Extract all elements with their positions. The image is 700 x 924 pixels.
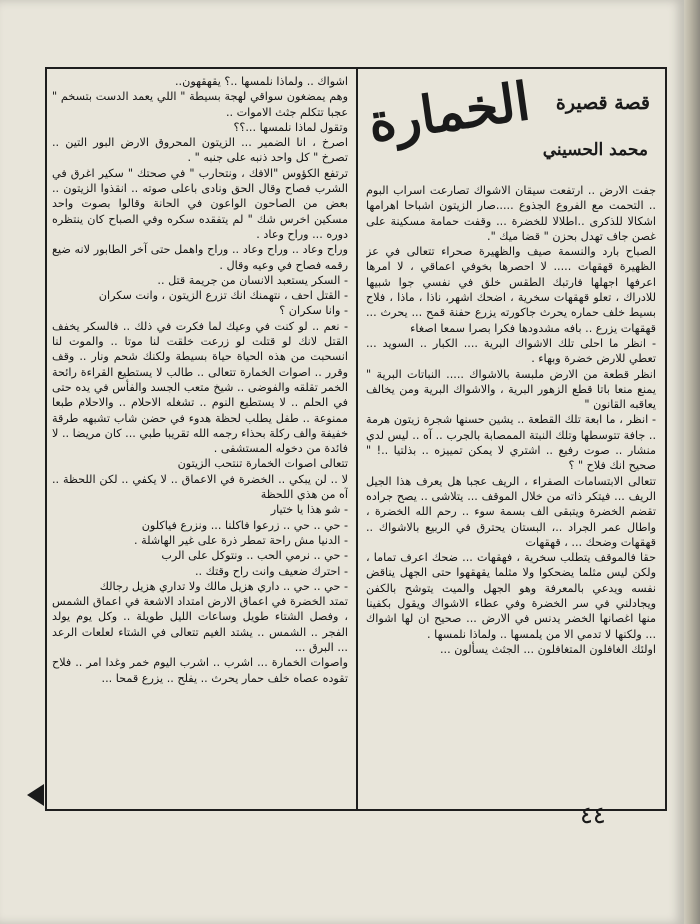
continue-arrow-icon bbox=[27, 784, 44, 806]
left-paragraph: اصرخ ، انا الضمير ... الزيتون المحروق الارض البور التين .. تصرخ " كل واحد ذنبه على جنبه " . bbox=[52, 136, 348, 165]
left-paragraph: - السكر يستعبد الانسان من جريمة قتل .. bbox=[157, 273, 348, 287]
story-type-label: قصة قصيرة bbox=[555, 92, 650, 114]
column-divider bbox=[356, 67, 358, 809]
right-paragraph: الصباح بارد والنسمة صيف والظهيرة صحراء تتعالى في عز الظهيرة قهقهات ..... لا احصرها بخوفي اعماقي ، لا امرها اعرفها اجهلها فارتبك الطقس خلق في نفسي جوا شبيها للادراك ، تعلو قهقهات سخرية ، اضحك اشهر، ناذا ، ماذا ، فلاح بسيط خلف حماره يحرث جاكورته يزرع حفنة قمح ... يحرث ... قهقهات يزرع .. بافه مشدودها فكرا بصرا سمعا اصغاء bbox=[366, 245, 656, 335]
left-paragraph: ترتفع الكؤوس "الافك ، ونتحارب " في صحتك " سكير اغرق في الشرب فصاح وقال الحق ونادى باعلى صوته .. انقذوا الزيتون .. بعض من الصاحون الواعون في الحانة وقالوا بصوت واحد مسكين اخرس شك " لم يتفقده سكره وفي الصباح كان ينتظره دوره ... وراح وعاد . bbox=[52, 166, 348, 241]
left-paragraph: اشواك .. ولماذا نلمسها ..؟ يقهقهون.. bbox=[175, 75, 348, 88]
right-paragraph: اولئك الغافلون المتغافلون ... الجثث يسألون ... bbox=[440, 642, 656, 656]
left-paragraph: تتعالى اصوات الخمارة تنتحب الزيتون bbox=[177, 457, 348, 471]
left-paragraph: - حي .. حي .. زرعوا فاكلنا ... ونزرع فياكلون bbox=[141, 518, 348, 532]
left-paragraph: واصوات الخمارة ... اشرب .. اشرب اليوم خمر وغدا امر .. فلاح تقوده عصاه خلف حمار يحرث .. يفلح .. يزرع قمحا ... bbox=[52, 656, 348, 685]
left-paragraph: لا .. لن يبكي .. الخضرة في الاعماق .. لا يكفي .. لكن اللحظة .. آه من هذي اللحظة bbox=[52, 472, 348, 502]
left-paragraph: وهم يمضغون سواقي لهجة بسيطة " اللي يعمد الدست بتسخم " عجبا تتكلم جثث الاموات .. bbox=[52, 90, 348, 119]
left-paragraph: - شو هذا يا ختيار bbox=[270, 503, 348, 517]
right-paragraph: حقا فالموقف يتطلب سخرية ، فهقهات ... ضحك اعرف تماما ، ولكن ليس مثلما يضحكوا ولا مثلما يقهقهوا حتى الجهل يناقض نفسه ويدعي بالمعرفة وهو الجهل والميت يتوشح بالكفن ويجادلني في سر الخضرة وفي عطاء الاشواك ويقول بكفينا منها اغصانها الخضر يدنس في الارض ... صحيح ان لها اشواك ... ولكنها لا تدمي الا من يلمسها .. ولماذا نلمسها . bbox=[366, 551, 656, 641]
story-title: الخمارة bbox=[364, 71, 534, 154]
left-paragraph: - حي .. نرمي الحب .. ونتوكل على الرب bbox=[161, 549, 348, 563]
right-paragraph: انظر قطعة من الارض ملبسة بالاشواك ..... النباتات البرية " يمنع منعا باتا قطع الزهور البرية ، والاشواك البرية ومن يخالف يعاقبه القانون " bbox=[366, 367, 656, 412]
left-paragraph: تمتد الخضرة في اعماق الارض امتداد الاشعة في اعماق الشمس ، وفصل الشتاء طويل وساعات الليل طويلة .. وكل يوم يولد الفجر .. الشمس .. يشتد الغيم تتعالى في الشتاء لعلعات الرعد ... البرق ... bbox=[52, 595, 348, 654]
left-paragraph: - احترك ضعيف وانت راح وقتك .. bbox=[194, 564, 348, 578]
story-header bbox=[364, 71, 658, 178]
page-spine bbox=[684, 0, 700, 924]
page-number: ٤٤ bbox=[580, 801, 606, 829]
left-paragraph: - الدنيا مش راحة تمطر ذرة على غير الهاشلة . bbox=[133, 533, 348, 547]
right-text-column bbox=[366, 183, 656, 803]
left-paragraph: وراح وعاد .. وراح وعاد .. وراح واهمل حتى آخر الطابور لانه ضيع رقمه فصاح في وعيه وقال . bbox=[52, 243, 348, 272]
right-paragraph: - انظر ، ما ابعة تلك القطعة .. يشين حسنها شجرة زيتون هرمة .. جافة تتوسطها وتلك النبتة الممصابة بالجرب .. آه .. ليس لدي منشار .. صوت رفيع .. اشتري لا يمكن تمييزه .. بذلتيا ..! " صحيح انك فلاح " ؟ bbox=[366, 413, 656, 473]
left-paragraph: - حي .. حي .. داري هزيل مالك ولا تداري هزيل رجالك bbox=[99, 579, 348, 593]
right-paragraph: تتعالى الابتسامات الصفراء ، الريف عجبا هل يعرف هذا الجيل الريف ... فيتكر ذاته من خلال الموقف ... يتلاشى .. يصح جراده تقضم الخضرة ويتبقى الف بسمة سوء .. رحم الله الخضرة ، واطال عمر الجراد ..، البستان يحترق في الربيع بالاشواك .. قهقهات وضحك ... ، قهقهات bbox=[366, 474, 656, 549]
left-paragraph: - وانا سكران ؟ bbox=[279, 304, 348, 318]
right-paragraph: - انظر ما احلى تلك الاشواك البرية .... الكبار .. السويد ... تعطي للارض خضرة وبهاء . bbox=[366, 336, 656, 366]
left-paragraph: - نعم .. لو كنت في وعيك لما فكرت في ذلك .. فالسكر يخفف القتل لانك لو قتلت لو زرعت خلقت لنا موتا .. والموت لنا انسحبت من هذه الحياة حياة بسيطة ولكنك شحم ونار .. وقف وقرر .. اصوات الخمارة تتعالى .. طالب لا يستطيع القراءة رائحة الخمر تقلقه والفوضى .. شيخ متعب الجسد والفأس في يده حتى في الحلم .. لا يستطيع النوم .. تشغله الاحلام .. والاحلام طبعا ممنوعة .. طفل يطلب لحظة هدوء في حضن شاب تشبهه طرقة خفيفة والف ركلة بحذاء رجمه الله تقريبا طبي ... كان مريضا .. لا فائدة من دخوله المستشفى . bbox=[52, 319, 348, 456]
left-paragraph: - القتل احف ، نتهمنك انك تزرع الزيتون ، وانت سكران bbox=[98, 289, 348, 303]
left-paragraph: وتقول لماذا نلمسها ...؟؟ bbox=[233, 120, 348, 134]
story-author: محمد الحسيني bbox=[542, 140, 648, 160]
right-paragraph: جفت الارض .. ارتفعت سيقان الاشواك تصارعت اسراب البوم .. التحمت مع الفروع الجذوع .....صار الزيتون اشباحا اهرامها اشكالا للذكرى ..اطلالا للخضرة ... وقفت حمامة مسكينة على غصن جاف تهدل بحزن " قضا ميك ". bbox=[366, 184, 656, 243]
left-text-column bbox=[52, 74, 348, 804]
